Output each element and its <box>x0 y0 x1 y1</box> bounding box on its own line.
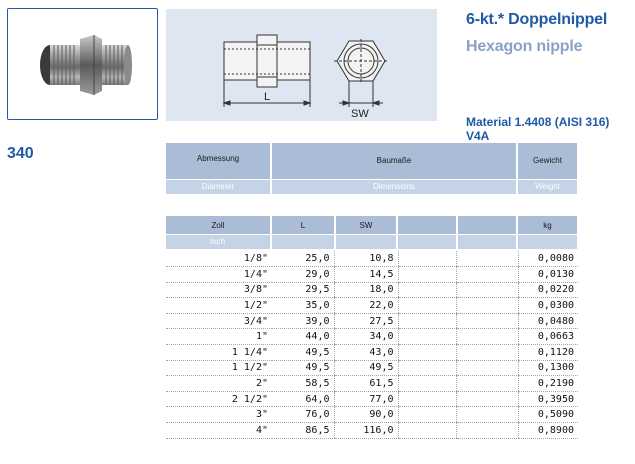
cell-sw: 90,0 <box>334 407 398 423</box>
cell-empty <box>456 267 518 283</box>
table-row <box>166 360 578 376</box>
cell-empty <box>398 360 456 376</box>
cell-kg: 0,0480 <box>518 313 578 329</box>
cell-sw: 27,5 <box>334 313 398 329</box>
cell-zoll: 4" <box>166 423 272 439</box>
col-header-inch <box>166 235 270 249</box>
table-row <box>166 423 578 439</box>
cell-empty <box>456 345 518 361</box>
col-subheader-sw <box>336 235 396 249</box>
col-header-sw: SW <box>336 216 396 234</box>
product-material: Material 1.4408 (AISI 316) V4A <box>466 115 610 143</box>
cell-l: 35,0 <box>272 298 334 314</box>
cell-empty <box>456 298 518 314</box>
cell-l: 29,0 <box>272 267 334 283</box>
cell-kg: 0,5090 <box>518 407 578 423</box>
cell-empty <box>398 251 456 267</box>
cell-empty <box>398 282 456 298</box>
cell-empty <box>456 360 518 376</box>
product-number: 340 <box>7 145 34 162</box>
cell-zoll: 2 1/2" <box>166 391 272 407</box>
cell-zoll: 3/4" <box>166 313 272 329</box>
cell-l: 49,5 <box>272 345 334 361</box>
cell-l: 86,5 <box>272 423 334 439</box>
col-header-l: L <box>272 216 334 234</box>
cell-kg: 0,1120 <box>518 345 578 361</box>
cell-sw: 49,5 <box>334 360 398 376</box>
col-header-empty-1 <box>398 216 456 234</box>
header-diameter: Diameter <box>166 180 270 194</box>
cell-sw: 22,0 <box>334 298 398 314</box>
cell-empty <box>398 329 456 345</box>
table-row <box>166 376 578 392</box>
cell-zoll: 1/2" <box>166 298 272 314</box>
cell-empty <box>398 298 456 314</box>
cell-kg: 0,0220 <box>518 282 578 298</box>
table-row <box>166 298 578 314</box>
cell-l: 64,0 <box>272 391 334 407</box>
col-subheader-empty-2 <box>458 235 516 249</box>
cell-l: 29,5 <box>272 282 334 298</box>
table-row <box>166 329 578 345</box>
cell-sw: 116,0 <box>334 423 398 439</box>
cell-kg: 0,1300 <box>518 360 578 376</box>
cell-empty <box>398 391 456 407</box>
cell-kg: 0,0300 <box>518 298 578 314</box>
product-photo-frame <box>7 8 158 120</box>
cell-empty <box>456 329 518 345</box>
cell-empty <box>456 423 518 439</box>
product-title-en: Hexagon nipple <box>466 38 583 55</box>
header-gewicht: Gewicht <box>518 143 577 179</box>
cell-sw: 61,5 <box>334 376 398 392</box>
cell-zoll: 2" <box>166 376 272 392</box>
cell-sw: 14,5 <box>334 267 398 283</box>
cell-l: 25,0 <box>272 251 334 267</box>
cell-kg: 0,0663 <box>518 329 578 345</box>
cell-zoll: 3/8" <box>166 282 272 298</box>
col-subheader-empty-1 <box>398 235 456 249</box>
cell-l: 76,0 <box>272 407 334 423</box>
cell-empty <box>398 345 456 361</box>
cell-sw: 77,0 <box>334 391 398 407</box>
cell-sw: 18,0 <box>334 282 398 298</box>
table-row <box>166 251 578 267</box>
cell-zoll: 1 1/2" <box>166 360 272 376</box>
cell-zoll: 1 1/4" <box>166 345 272 361</box>
col-header-kg: kg <box>518 216 577 234</box>
cell-kg: 0,8900 <box>518 423 578 439</box>
table-row <box>166 282 578 298</box>
cell-sw: 34,0 <box>334 329 398 345</box>
col-subheader-kg <box>518 235 577 249</box>
cell-zoll: 1" <box>166 329 272 345</box>
table-row <box>166 407 578 423</box>
cell-kg: 0,3950 <box>518 391 578 407</box>
cell-empty <box>398 407 456 423</box>
cell-kg: 0,0080 <box>518 251 578 267</box>
cell-l: 39,0 <box>272 313 334 329</box>
technical-drawing <box>166 9 437 121</box>
cell-l: 49,5 <box>272 360 334 376</box>
cell-zoll: 1/4" <box>166 267 272 283</box>
cell-empty <box>398 267 456 283</box>
header-baumasse: Baumaße <box>272 143 516 179</box>
cell-zoll: 1/8" <box>166 251 272 267</box>
cell-l: 58,5 <box>272 376 334 392</box>
header-abmessung: Abmessung <box>166 143 270 179</box>
cell-empty <box>456 251 518 267</box>
cell-zoll: 3" <box>166 407 272 423</box>
product-title-de: 6-kt.* Doppelnippel <box>466 11 608 28</box>
col-subheader-l <box>272 235 334 249</box>
col-header-zoll: Zoll <box>166 216 270 234</box>
header-weight: Weight <box>518 180 577 194</box>
cell-empty <box>456 376 518 392</box>
cell-empty <box>456 391 518 407</box>
table-row <box>166 391 578 407</box>
drawing-label-sw: SW <box>351 108 369 120</box>
cell-empty <box>456 313 518 329</box>
hexagon-nipple-drawing <box>166 9 437 121</box>
cell-empty <box>398 313 456 329</box>
cell-sw: 10,8 <box>334 251 398 267</box>
cell-empty <box>398 423 456 439</box>
col-header-inch-label: Inch <box>210 237 226 246</box>
table-row <box>166 313 578 329</box>
dimensions-table <box>166 251 578 439</box>
cell-empty <box>456 282 518 298</box>
header-dimensions: Dimensions <box>272 180 516 194</box>
hexagon-nipple-photo <box>8 9 156 118</box>
table-row <box>166 345 578 361</box>
cell-empty <box>398 376 456 392</box>
table-row <box>166 267 578 283</box>
col-header-empty-2 <box>458 216 516 234</box>
cell-l: 44,0 <box>272 329 334 345</box>
drawing-label-l: L <box>264 91 271 103</box>
cell-kg: 0,2190 <box>518 376 578 392</box>
cell-kg: 0,0130 <box>518 267 578 283</box>
cell-sw: 43,0 <box>334 345 398 361</box>
cell-empty <box>456 407 518 423</box>
